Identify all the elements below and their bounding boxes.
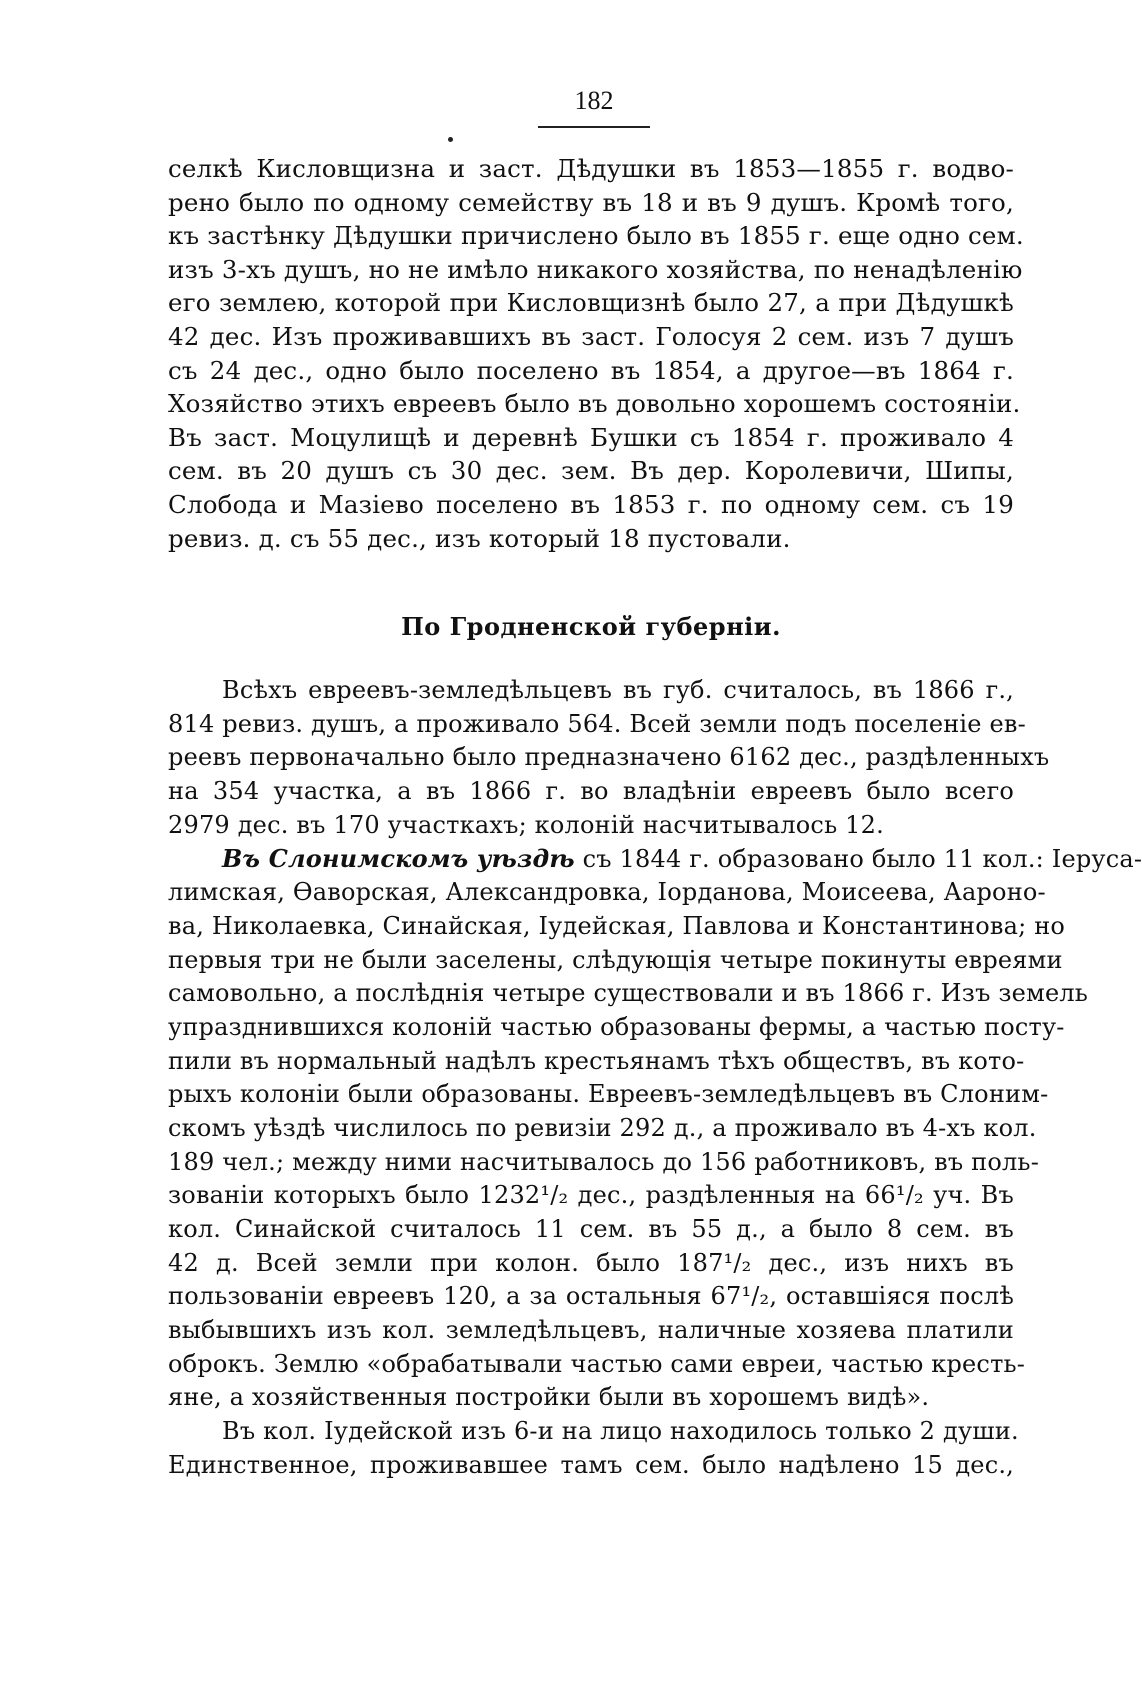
text-line: первыя три не были заселены, слѣдующія четыре покинуты евреями	[168, 945, 1063, 974]
text-line: селкѣ Кисловщизна и заст. Дѣдушки въ 1853—1855 г. водво-	[168, 154, 1014, 183]
text-line: кол. Синайской считалось 11 сем. въ 55 д., а было 8 сем. въ	[168, 1215, 1014, 1243]
text-line: 814 ревиз. душъ, а проживало 564. Всей земли подъ поселеніе ев-	[168, 709, 1026, 738]
text-line: его землею, которой при Кисловщизнѣ было 27, а при Дѣдушкѣ	[168, 288, 1014, 318]
text-line: лимская, Ѳаворская, Александровка, Іорданова, Моисеева, Аароно-	[168, 878, 1046, 907]
text-line: къ застѣнку Дѣдушки причислено было въ 1855 г. еще одно сем.	[168, 221, 1024, 251]
text-line: Въ заст. Моцулищѣ и деревнѣ Бушки съ 1854 г. проживало 4	[168, 422, 1014, 452]
text-line: ва, Николаевка, Синайская, Іудейская, Павлова и Константинова; но	[168, 911, 1066, 940]
paragraph-4	[168, 1415, 1019, 1482]
text-line: 42 дес. Изъ проживавшихъ въ заст. Голосуя 2 сем. изъ 7 душъ	[168, 321, 1014, 351]
text-line: ревиз. д. съ 55 дес., изъ который 18 пустовали.	[168, 523, 791, 553]
page-number-rule	[538, 126, 650, 128]
text-line: сем. въ 20 душъ съ 30 дес. зем. Въ дер. Королевичи, Шипы,	[168, 456, 1014, 486]
text-line: Всѣхъ евреевъ-земледѣльцевъ въ губ. считалось, въ 1866 г.,	[222, 676, 1014, 704]
text-line: Въ кол. Іудейской изъ 6-и на лицо находилось только 2 души.	[222, 1417, 1019, 1446]
text-line: 189 чел.; между ними насчитывалось до 156 работниковъ, въ поль-	[168, 1147, 1039, 1176]
paragraph-1	[168, 152, 1024, 555]
text-line: Единственное, проживавшее тамъ сем. было надѣлено 15 дес.,	[168, 1450, 1014, 1479]
text-line: 2979 дес. въ 170 участкахъ; колоній насчитывалось 12.	[168, 810, 884, 839]
text-fragment: съ 1844 г. образовано было 11 кол.: Іеруса-	[582, 845, 1142, 874]
section-body	[168, 674, 1142, 1483]
text-line: пили въ нормальный надѣлъ крестьянамъ тѣхъ обществъ, въ кото-	[168, 1046, 1025, 1075]
text-line: упразднившихся колоній частью образованы фермы, а частью посту-	[168, 1012, 1065, 1041]
text-line: рено было по одному семейству въ 18 и въ 9 душъ. Кромѣ того,	[168, 187, 1014, 217]
text-line: изъ 3-хъ душъ, но не имѣло никакого хозяйства, по ненадѣленію	[168, 254, 1023, 284]
text-line: съ 24 дес., одно было поселено въ 1854, а другое—въ 1864 г.	[168, 355, 1014, 385]
paragraph-3	[168, 842, 1142, 1415]
section-heading: По Гродненской губерніи.	[401, 612, 781, 641]
text-line: Слобода и Мазіево поселено въ 1853 г. по одному сем. съ 19	[168, 489, 1014, 519]
paragraph-2	[168, 674, 1050, 842]
text-line: яне, а хозяйственныя постройки были въ хорошемъ видѣ».	[168, 1383, 930, 1412]
text-line: на 354 участка, а въ 1866 г. во владѣніи евреевъ было всего	[168, 777, 1014, 806]
page-number: 182	[574, 86, 614, 115]
text-line: рыхъ колоніи были образованы. Евреевъ-земледѣльцевъ въ Слоним-	[168, 1080, 1049, 1109]
district-name-italic: Въ Слонимскомъ уѣздѣ	[222, 844, 575, 874]
text-line: 42 д. Всей земли при колон. было 187¹/₂ дес., изъ нихъ въ	[168, 1248, 1014, 1277]
ink-dot	[448, 137, 453, 142]
text-line: самовольно, а послѣднія четыре существовали и въ 1866 г. Изъ земель	[168, 979, 1089, 1008]
text-line: зованіи которыхъ было 1232¹/₂ дес., раздѣленныя на 66¹/₂ уч. Въ	[168, 1181, 1014, 1210]
text-line: Хозяйство этихъ евреевъ было въ довольно хорошемъ состояніи.	[168, 389, 1021, 419]
text-line: реевъ первоначально было предназначено 6162 дес., раздѣленныхъ	[168, 743, 1050, 772]
text-line: оброкъ. Землю «обрабатывали частью сами евреи, частью кресть-	[168, 1349, 1026, 1378]
text-line: скомъ уѣздѣ числилось по ревизіи 292 д., а проживало въ 4-хъ кол.	[168, 1113, 1037, 1142]
text-line: пользованіи евреевъ 120, а за остальныя 67¹/₂, оставшіяся послѣ	[168, 1282, 1014, 1311]
text-line: выбывшихъ изъ кол. земледѣльцевъ, наличные хозяева платили	[168, 1316, 1014, 1345]
text-line	[168, 842, 1142, 876]
